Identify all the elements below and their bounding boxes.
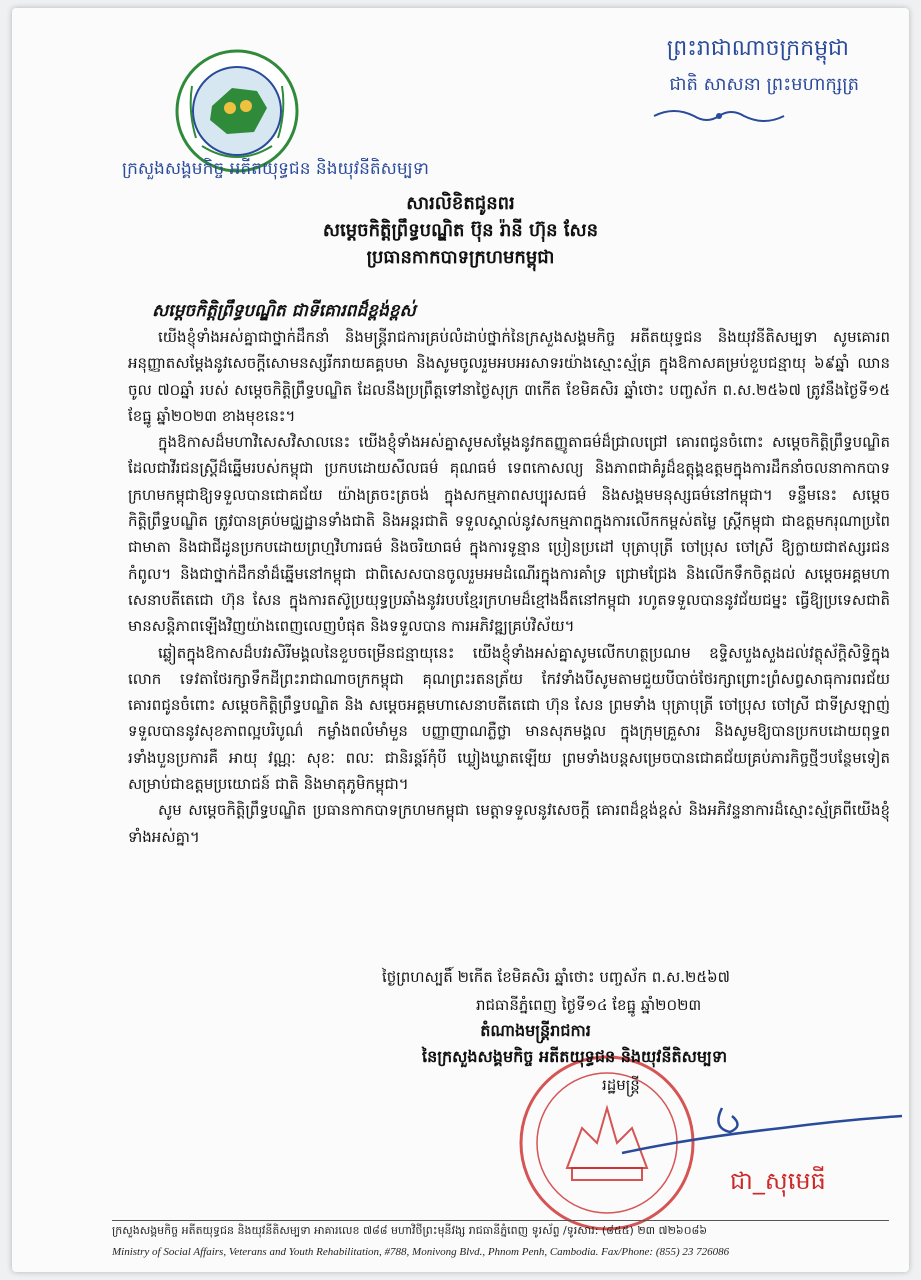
signature-role: រដ្ឋមន្ត្រី [602, 1076, 640, 1094]
ministry-header: ក្រសួងសង្គមកិច្ច អតីតយុទ្ធជន និងយុវនីតិសម្បទា [122, 159, 429, 179]
paragraph: សូម សម្តេចកិត្តិព្រឹទ្ធបណ្ឌិត ប្រធានកាកបាទក្រហមកម្ពុជា មេត្តាទទួលនូវសេចក្តី គោរពដ៏ខ្ពង់ខ្ពស់ និងអភិវន្ទនាការដ៏ស្មោះស្ម័គ្រពីយើងខ្ញុំទាំងអស់គ្នា។ [128, 801, 890, 846]
footer-divider [112, 1220, 889, 1221]
ornament-divider [649, 104, 789, 128]
ministry-logo [172, 46, 302, 176]
solar-date: រាជធានីភ្នំពេញ ថ្ងៃទី១៤ ខែធ្នូ ឆ្នាំ២០២៣ [476, 996, 702, 1014]
recipient-title: ប្រធានកាកបាទក្រហមកម្ពុជា [366, 247, 555, 268]
letter-type: សារលិខិតជូនពរ [406, 193, 515, 214]
paragraph: ឆ្លៀតក្នុងឱកាសដ៏បវរសិរីមង្គលនៃខួបចម្រើនជន្មាយុនេះ យើងខ្ញុំទាំងអស់គ្នាសូមលើកហត្ថប្រណម ឧទ្ទិសបួងសួងដល់វត្ថុស័ក្តិសិទ្ធិក្នុងលោក ទេវតាថែរក្សាទឹកដីព្រះរាជាណាចក្រកម្ពុជា គុណព្រះរតនត្រ័យ កែវទាំងបីសូមតាមជួយបីបាច់ថែរក្សាព្រោះព្រំសព្វសាធុការពរជ័យគោរពជូនចំពោះ សម្តេចកិត្តិព្រឹទ្ធបណ្ឌិត និង សម្តេចអគ្គមហាសេនាបតីតេជោ ហ៊ុន សែន ព្រមទាំង បុត្រាបុត្រី ចៅប្រុស ចៅស្រី ជាទីស្រឡាញ់ ទទួលបាននូវសុខភាពល្អបរិបូណ៌ កម្លាំងពលំមាំមួន បញ្ញាញាណភ្លឺថ្លា មានសុភមង្គល ក្នុងក្រុមគ្រួសារ និងសូមឱ្យបានប្រកបដោយពុទ្ធពរទាំងបួនប្រការគឺ អាយុ វណ្ណៈ សុខៈ ពលៈ ជានិរន្តរ៍កុំបី ឃ្លៀងឃ្លាតឡើយ ព្រមទាំងបន្តសម្រេចបានជោគជ័យគ្រប់ភារកិច្ចថ្មីៗបន្ថែមទៀត សម្រាប់ជាឧត្តមប្រយោជន៍ ជាតិ និងមាតុភូមិកម្ពុជា។ [128, 643, 890, 794]
kingdom-title: ព្រះរាជាណាចក្រកម្ពុជា [666, 36, 849, 61]
salutation: សម្តេចកិត្តិព្រឹទ្ធបណ្ឌិត ជាទីគោរពដ៏ខ្ពង់ខ្ពស់ [152, 301, 416, 321]
handwritten-signature [612, 1098, 909, 1168]
letter-body [128, 324, 890, 850]
national-motto: ជាតិ សាសនា ព្រះមហាក្សត្រ [669, 74, 859, 95]
paragraph: យើងខ្ញុំទាំងអស់គ្នាជាថ្នាក់ដឹកនាំ និងមន្ត្រីរាជការគ្រប់លំដាប់ថ្នាក់នៃក្រសួងសង្គមកិច្ច អតីតយុទ្ធជន និងយុវនីតិសម្បទា សូមគោរពអនុញ្ញាតសម្តែងនូវសេចក្តីសោមនស្សរីករាយគគ្គបមា និងសូមចូលរួមអបអរសាទរយ៉ាងស្មោះស្ម័គ្រ ក្នុងឱកាសគម្រប់ខួបជន្មាយុ ៦៩ឆ្នាំ ឈានចូល ៧០ឆ្នាំ របស់ សម្តេចកិត្តិព្រឹទ្ធបណ្ឌិត ដែលនឹងប្រព្រឹត្តទៅនាថ្ងៃសុក្រ ៣កើត ខែមិគសិរ ឆ្នាំថោះ បញ្ចស័ក ព.ស.២៥៦៧ ត្រូវនឹងថ្ងៃទី១៥ ខែធ្នូ ឆ្នាំ២០២៣ ខាងមុខនេះ។ [128, 328, 890, 425]
letter-titles [12, 190, 909, 271]
letter-page [12, 8, 909, 1272]
signature-representative: តំណាងមន្ត្រីរាជការ [480, 1021, 591, 1040]
footer-address-english: Ministry of Social Affairs, Veterans and Youth Rehabilitation, #788, Monivong Blvd., Phnom Penh, Cambodia. Fax/Phone: (855) 23 726086 [112, 1246, 730, 1258]
recipient-name: សម្តេចកិត្តិព្រឹទ្ធបណ្ឌិត ប៊ុន រ៉ានី ហ៊ុន សែន [322, 220, 599, 241]
signatory-name: ជា_សុមេធី [730, 1167, 826, 1195]
paragraph: ក្នុងឱកាសដ៏មហាវិសេសវិសាលនេះ យើងខ្ញុំទាំងអស់គ្នាសូមសម្តែងនូវកតញ្ញូតាធម៌ដ៏ជ្រាលជ្រៅ គោរពជូនចំពោះ សម្តេចកិត្តិព្រឹទ្ធបណ្ឌិត ដែលជាវីរជនស្ត្រីដ៏ឆ្នើមរបស់កម្ពុជា ប្រកបដោយសីលធម៌ គុណធម៌ ទេពកោសល្យ និងភាពជាគំរូដ៏ឧត្តុង្គឧត្តមក្នុងការដឹកនាំចលនាកាកបាទក្រហមកម្ពុជាឱ្យទទួលបានជោគជ័យ យ៉ាងត្រចះត្រចង់ ក្នុងសកម្មភាពសប្បុរសធម៌ និងសង្គមមនុស្សធម៌នៅកម្ពុជា។ ទន្ទឹមនេះ សម្តេចកិត្តិព្រឹទ្ធបណ្ឌិត ត្រូវបានគ្រប់មជ្ឈដ្ឋានទាំងជាតិ និងអន្តរជាតិ ទទួលស្គាល់នូវសកម្មភាពក្នុងការលើកកម្ពស់តម្លៃ ស្ត្រីកម្ពុជា ជាឧត្តមករុណាប្រពៃ ជាមាតា និងជាជីដូនប្រកបដោយព្រហ្មវិហារធម៌ និងចរិយាធម៌ ក្នុងការទូន្មាន ប្រៀនប្រដៅ បុត្រាបុត្រី ចៅប្រុស ចៅស្រី ឱ្យក្លាយជាឥស្សរជនកំពូល។ និងជាថ្នាក់ដឹកនាំដ៏ឆ្នើមនៅកម្ពុជា ជាពិសេសបានចូលរួមអមដំណើរក្នុងការគាំទ្រ ជ្រោមជ្រែង និងលើកទឹកចិត្តដល់ សម្តេចអគ្គមហាសេនាបតីតេជោ ហ៊ុន សែន ក្នុងការតស៊ូប្រយុទ្ធប្រឆាំងនូវរបបខ្មែរក្រហមដ៏ខ្មៅងងឹតនៅកម្ពុជា រហូតទទួលបាននូវជ័យជម្នះ ធ្វើឱ្យប្រទេសជាតិមានសន្តិភាពឡើងវិញយ៉ាងពេញលេញបំផុត និងទទួលបាន ការអភិវឌ្ឍគ្រប់វិស័យ។ [128, 433, 890, 636]
footer-address-khmer: ក្រសួងសង្គមកិច្ច អតីតយុទ្ធជន និងយុវនីតិសម្បទា អាគារលេខ ៧៨៨ មហាវិថីព្រះមុនីវង្ស រាជធានីភ្នំពេញ ទូរស័ព្ទ /ទូរសារ: (៨៥៥) ២៣ ៧២៦០៨៦ [112, 1224, 708, 1237]
lunar-date: ថ្ងៃព្រហស្បតិ៍ ២កើត ខែមិគសិរ ឆ្នាំថោះ បញ្ចស័ក ព.ស.២៥៦៧ [382, 968, 730, 986]
signature-ministry: នៃក្រសួងសង្គមកិច្ច អតីតយុទ្ធជន និងយុវនីតិសម្បទា [422, 1047, 728, 1066]
